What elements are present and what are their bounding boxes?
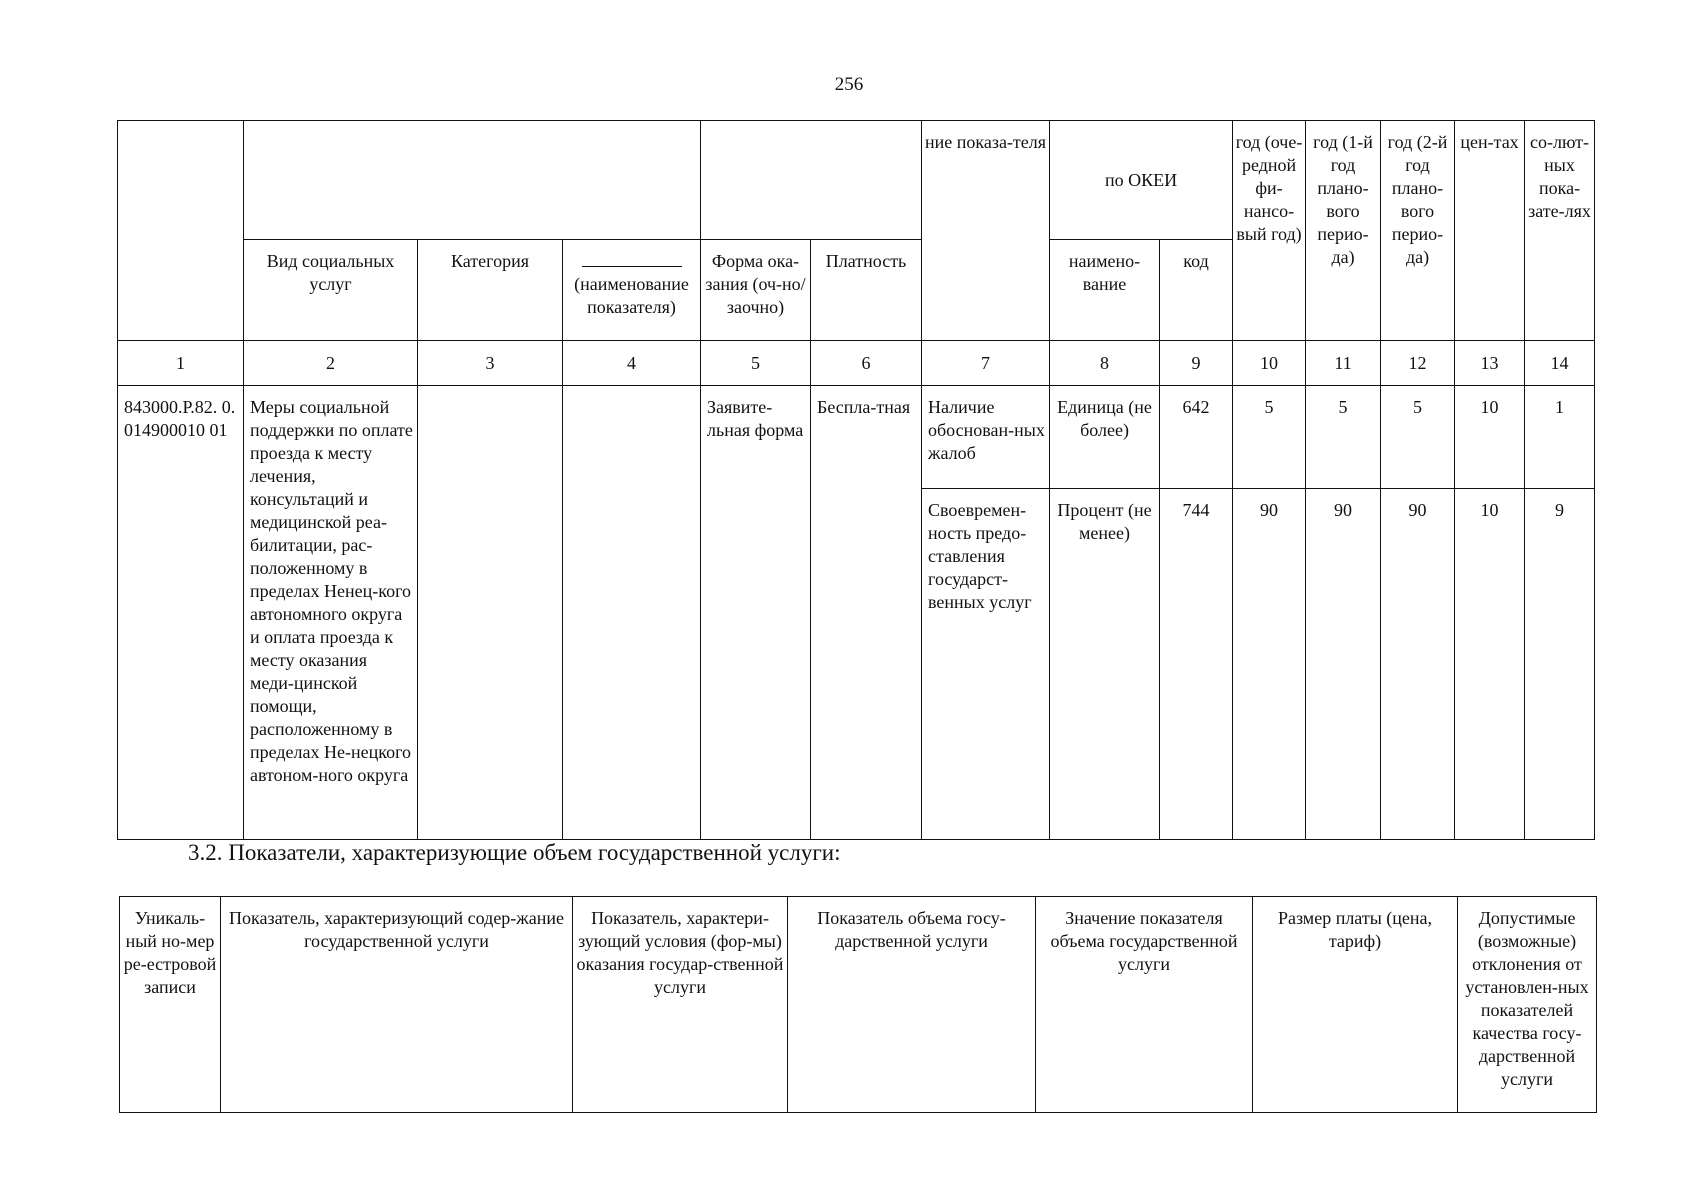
col-number: 13 (1455, 341, 1525, 386)
col-number: 5 (701, 341, 811, 386)
col-number: 14 (1525, 341, 1595, 386)
deviation-absolute: 1 (1525, 386, 1595, 489)
header-okei-name: наимено-вание (1050, 240, 1160, 341)
header-col10: год (оче-редной фи-нансо-вый год) (1233, 121, 1306, 341)
header-col7: ние показа-теля (922, 121, 1050, 341)
col-number: 6 (811, 341, 922, 386)
header-registry-number: Уникаль-ный но-мер ре-естровой записи (120, 897, 221, 1113)
header-volume-value: Значение показателя объема государственной услуги (1036, 897, 1253, 1113)
col-number: 3 (418, 341, 563, 386)
registry-id: 843000.Р.82. 0.014900010 01 (118, 386, 244, 840)
service-form: Заявите-льная форма (701, 386, 811, 840)
col-number: 11 (1306, 341, 1381, 386)
header-volume-indicator: Показатель объема госу-дарственной услуги (788, 897, 1036, 1113)
value-year1: 90 (1233, 489, 1306, 840)
indicator-name-cell (563, 386, 701, 840)
unit-name: Процент (не менее) (1050, 489, 1160, 840)
value-year2: 5 (1306, 386, 1381, 489)
category-cell (418, 386, 563, 840)
value-year3: 5 (1381, 386, 1455, 489)
col-number: 10 (1233, 341, 1306, 386)
deviation-percent: 10 (1455, 386, 1525, 489)
header-col12: год (2-й год плано-вого перио-да) (1381, 121, 1455, 341)
header-col6: Платность (811, 240, 922, 341)
header-col3: Категория (418, 240, 563, 341)
col-number: 1 (118, 341, 244, 386)
col-number: 8 (1050, 341, 1160, 386)
unit-code: 642 (1160, 386, 1233, 489)
header-col4 (563, 240, 701, 341)
header-cell-5-6 (701, 121, 922, 240)
header-fee-size: Размер платы (цена, тариф) (1253, 897, 1458, 1113)
header-cell-1 (118, 121, 244, 341)
header-conditions-indicator: Показатель, характери-зующий условия (фор-мы) оказания государ-ственной услуги (573, 897, 788, 1113)
header-okei: по ОКЕИ (1050, 121, 1233, 240)
col-number: 9 (1160, 341, 1233, 386)
value-year2: 90 (1306, 489, 1381, 840)
value-year3: 90 (1381, 489, 1455, 840)
deviation-absolute: 9 (1525, 489, 1595, 840)
quality-indicators-table (117, 120, 1595, 840)
header-col2: Вид социальных услуг (244, 240, 418, 341)
indicator-name: Наличие обоснован-ных жалоб (922, 386, 1050, 489)
blank-line (582, 262, 682, 267)
payment-type: Бесплa-тная (811, 386, 922, 840)
header-col13: цен-тах (1455, 121, 1525, 341)
col-number: 7 (922, 341, 1050, 386)
header-content-indicator: Показатель, характеризующий содер-жание государственной услуги (221, 897, 573, 1113)
col-number: 12 (1381, 341, 1455, 386)
col-number: 2 (244, 341, 418, 386)
header-allowed-deviations: Допустимые (возможные) отклонения от установлен-ных показателей качества госу-дарственной услуги (1458, 897, 1597, 1113)
unit-code: 744 (1160, 489, 1233, 840)
header-col11: год (1-й год плано-вого перио-да) (1306, 121, 1381, 341)
service-type: Меры социальной поддержки по оплате проезда к месту лечения, консультаций и медицинской реа-билитации, рас-положенному в пределах Ненец-кого автономного округа и оплата проезда к месту оказания меди-цинской помощи, расположенному в пределах Не-нецкого автоном-ного округа (244, 386, 418, 840)
page-number: 256 (834, 74, 864, 95)
header-cell-2-4 (244, 121, 701, 240)
header-okei-code: код (1160, 240, 1233, 341)
volume-indicators-table (119, 896, 1597, 1113)
header-col4-label: (наименование показателя) (574, 274, 689, 317)
deviation-percent: 10 (1455, 489, 1525, 840)
unit-name: Единица (не более) (1050, 386, 1160, 489)
header-col14: со-лют-ных пока-зате-лях (1525, 121, 1595, 341)
col-number: 4 (563, 341, 701, 386)
section-title: 3.2. Показатели, характеризующие объем государственной услуги: (188, 840, 841, 865)
indicator-name: Своевремен-ность предо-ставления государст-венных услуг (922, 489, 1050, 840)
value-year1: 5 (1233, 386, 1306, 489)
header-col5: Форма ока-зания (оч-но/заочно) (701, 240, 811, 341)
